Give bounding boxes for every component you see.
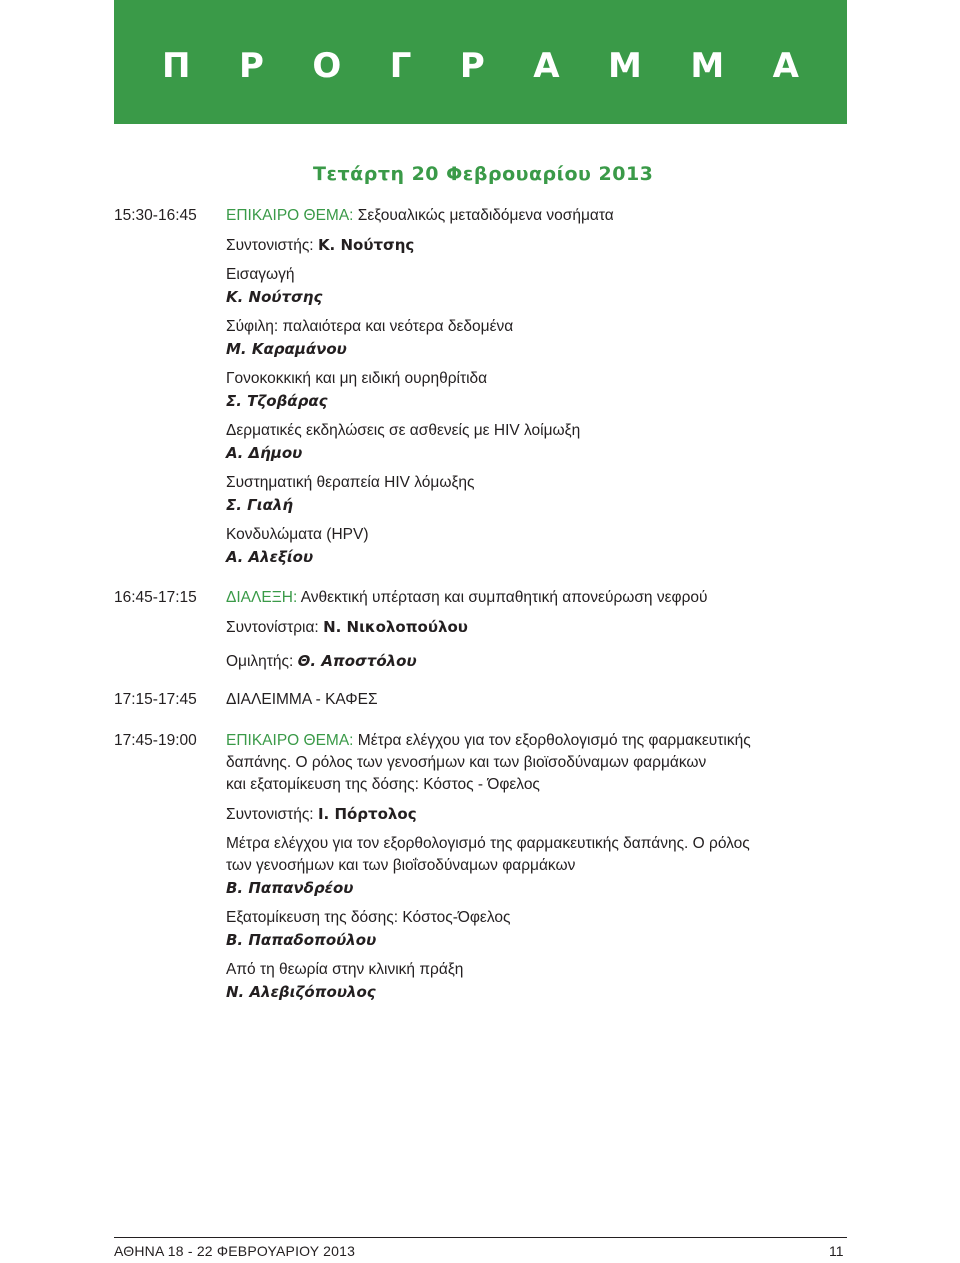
talk [226, 368, 856, 412]
banner-letter: Α [772, 46, 799, 86]
talk [226, 833, 856, 899]
chair-name: Ι. Πόρτολος [317, 805, 417, 823]
chair-line [226, 234, 856, 257]
session-time: 17:45-19:00 [114, 732, 197, 749]
session-time: 17:15-17:45 [114, 691, 197, 708]
session-title [226, 730, 856, 752]
chair-label: Συντονιστής: [226, 806, 314, 823]
banner-letter: Ο [312, 46, 342, 86]
talk-title: των γενοσήμων και των βιοΐσοδύναμων φαρμάκων [226, 857, 576, 874]
talk [226, 959, 856, 1003]
title-banner [114, 0, 847, 124]
chair-line [226, 616, 856, 639]
session-body [226, 205, 856, 568]
speaker-name: Θ. Αποστόλου [297, 652, 417, 670]
talk-title: Εξατομίκευση της δόσης: Κόστος-Όφελος [226, 909, 511, 926]
banner-letter: Ρ [459, 46, 485, 86]
talk-title: Εισαγωγή [226, 266, 295, 283]
banner-letter: Α [533, 46, 560, 86]
talk-speaker: Β. Παπαδοπούλου [226, 931, 377, 949]
banner-letter: Π [162, 46, 191, 86]
session-body [226, 689, 856, 711]
talk-speaker: Β. Παπανδρέου [226, 879, 354, 897]
session-body [226, 587, 856, 673]
chair-line [226, 803, 856, 826]
talk-speaker: Σ. Γιαλή [226, 496, 294, 514]
day-heading: Τετάρτη 20 Φεβρουαρίου 2013 [313, 163, 654, 185]
talk [226, 420, 856, 464]
speaker-line [226, 650, 856, 673]
session-title-text: Ανθεκτική υπέρταση και συμπαθητική απονεύρωση νεφρού [300, 589, 708, 606]
talk-speaker: Α. Δήμου [226, 444, 303, 462]
session-prefix: ΔΙΑΛΕΞΗ: [226, 589, 298, 606]
talk [226, 524, 856, 568]
banner-letter: Γ [389, 46, 412, 86]
talk-title: Δερματικές εκδηλώσεις σε ασθενείς με HIV λοίμωξη [226, 422, 581, 439]
chair-name: Κ. Νούτσης [317, 236, 415, 254]
talk-title: Από τη θεωρία στην κλινική πράξη [226, 961, 464, 978]
talk-title: Μέτρα ελέγχου για τον εξορθολογισμό της φαρμακευτικής δαπάνης. Ο ρόλος [226, 835, 750, 852]
talk-title: Σύφιλη: παλαιότερα και νεότερα δεδομένα [226, 318, 514, 335]
speaker-label: Ομιλητής: [226, 653, 294, 670]
session-title-line: και εξατομίκευση της δόσης: Κόστος - Όφελος [226, 776, 540, 793]
talk-title: Γονοκοκκική και μη ειδική ουρηθρίτιδα [226, 370, 488, 387]
session-time: 16:45-17:15 [114, 589, 197, 606]
footer-divider [114, 1237, 847, 1238]
banner-letter: Μ [690, 46, 725, 86]
talk-speaker: Κ. Νούτσης [226, 288, 323, 306]
talk [226, 907, 856, 951]
talk [226, 316, 856, 360]
talk [226, 264, 856, 308]
talk-speaker: Σ. Τζοβάρας [226, 392, 328, 410]
footer-event: ΑΘΗΝΑ 18 - 22 ΦΕΒΡΟΥΑΡΙΟΥ 2013 [114, 1243, 356, 1259]
talk-speaker: Μ. Καραμάνου [226, 340, 347, 358]
banner-letter: Μ [608, 46, 642, 86]
session-title-text: Μέτρα ελέγχου για τον εξορθολογισμό της φαρμακευτικής [357, 732, 751, 749]
talk-speaker: Ν. Αλεβιζόπουλος [226, 983, 376, 1001]
session-title [226, 587, 856, 609]
session-title [226, 205, 856, 227]
chair-label: Συντονίστρια: [226, 619, 319, 636]
chair-name: Ν. Νικολοπούλου [323, 618, 468, 636]
session-body [226, 730, 856, 1003]
page-number: 11 [829, 1243, 844, 1259]
session-title-text: Σεξουαλικώς μεταδιδόμενα νοσήματα [357, 207, 614, 224]
talk-speaker: Α. Αλεξίου [226, 548, 314, 566]
banner-title [114, 42, 847, 90]
talk [226, 472, 856, 516]
chair-label: Συντονιστής: [226, 237, 314, 254]
session-prefix: ΕΠΙΚΑΙΡΟ ΘΕΜΑ: [226, 207, 354, 224]
break-title: ΔΙΑΛΕΙΜΜΑ - ΚΑΦΕΣ [226, 691, 378, 708]
session-time: 15:30-16:45 [114, 207, 197, 224]
talk-title: Κονδυλώματα (HPV) [226, 526, 369, 543]
banner-letter: Ρ [238, 46, 264, 86]
session-prefix: ΕΠΙΚΑΙΡΟ ΘΕΜΑ: [226, 732, 354, 749]
talk-title: Συστηματική θεραπεία HIV λόμωξης [226, 474, 475, 491]
session-title-line: δαπάνης. Ο ρόλος των γενοσήμων και των βιοϊσοδύναμων φαρμάκων [226, 754, 707, 771]
